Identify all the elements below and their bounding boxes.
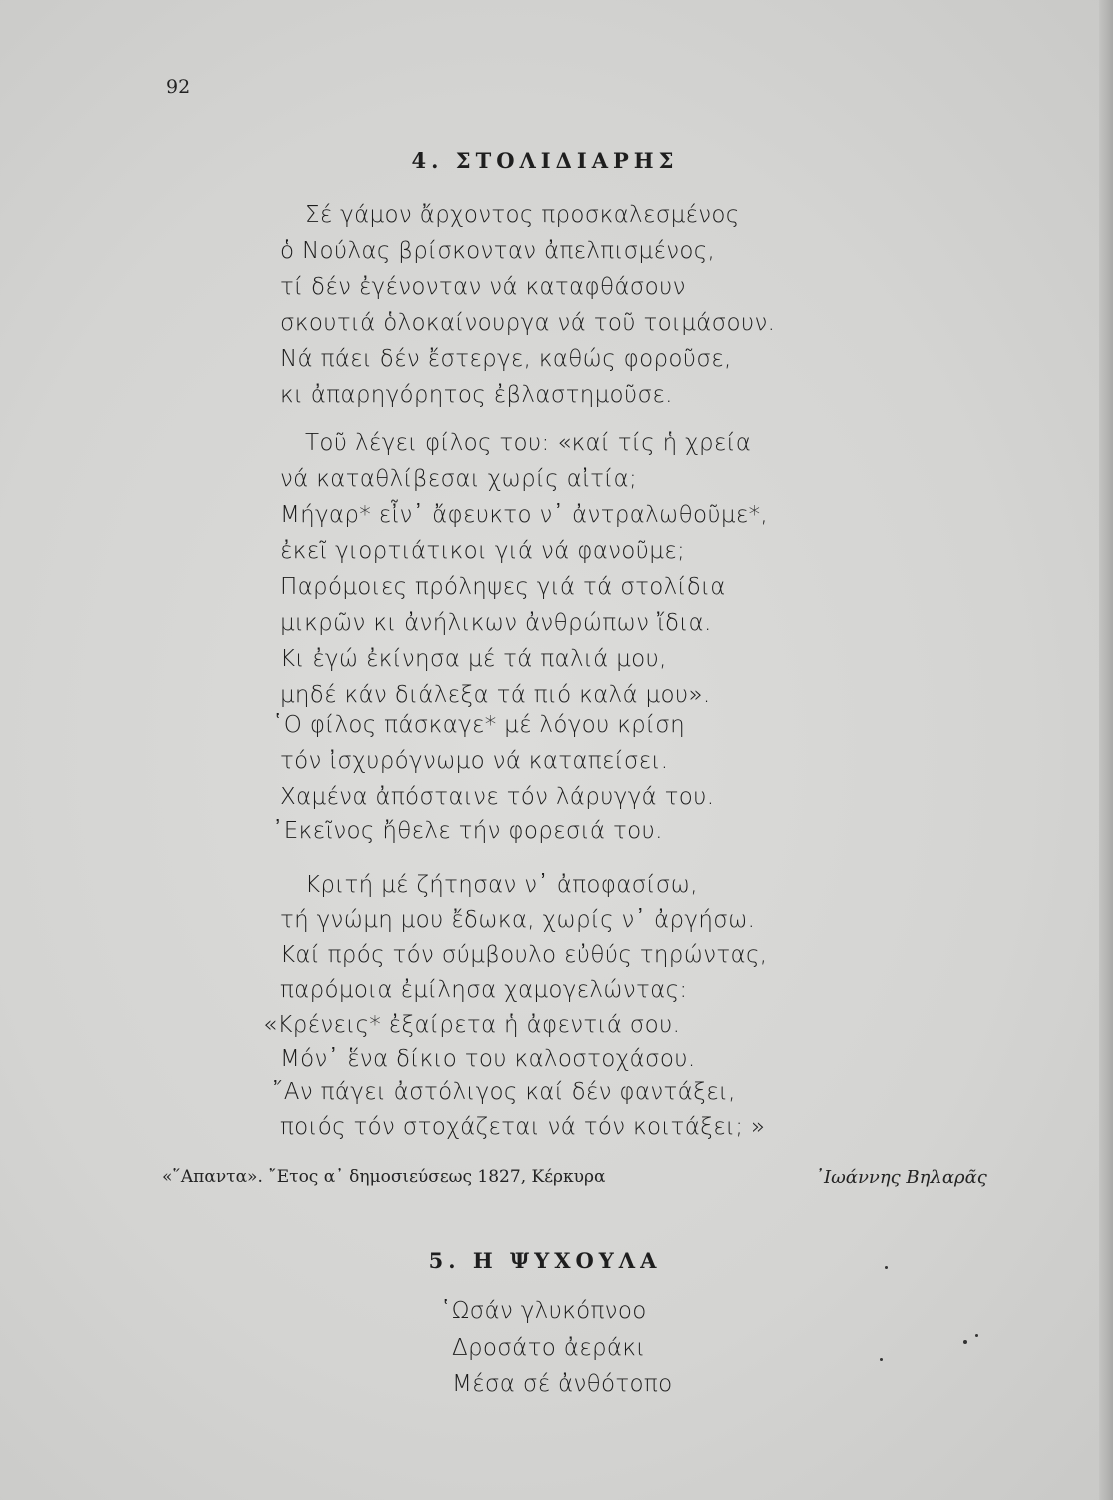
- verse-line: ἐκεῖ γιορτιάτικοι γιά νά φανοῦμε;: [280, 538, 685, 564]
- verse-line: σκουτιά ὁλοκαίνουργα νά τοῦ τοιμάσουν.: [280, 310, 776, 336]
- verse-line: ῎Αν πάγει ἀστόλιγος καί δέν φαντάξει,: [272, 1079, 736, 1105]
- verse-line: ῾Ωσάν γλυκόπνοο: [440, 1298, 647, 1324]
- verse-line: Παρόμοιες πρόληψες γιά τά στολίδια: [280, 574, 726, 600]
- verse-line: Νά πάει δέν ἔστεργε, καθώς φοροῦσε,: [280, 346, 732, 372]
- verse-line: Κριτή μέ ζήτησαν ν᾿ ἀποφασίσω,: [305, 872, 698, 898]
- verse-line: ᾿Εκεῖνος ἤθελε τήν φορεσιά του.: [272, 818, 663, 844]
- verse-line: Τοῦ λέγει φίλος του: «καί τίς ἡ χρεία: [305, 430, 752, 456]
- poem-title: 5. Η ΨΥΧΟΥΛΑ: [428, 1248, 662, 1273]
- verse-line: Δροσάτο ἀεράκι: [452, 1335, 646, 1361]
- verse-line: ὁ Νούλας βρίσκονταν ἀπελπισμένος,: [280, 238, 716, 264]
- page-number: 92: [166, 76, 191, 98]
- verse-line: τή γνώμη μου ἔδωκα, χωρίς ν᾿ ἀργήσω.: [280, 907, 756, 933]
- verse-line: παρόμοια ἐμίλησα χαμογελώντας:: [280, 977, 688, 1003]
- verse-line: Μήγαρ* εἶν᾿ ἄφευκτο ν᾿ ἀντραλωθοῦμε*,: [280, 502, 769, 528]
- verse-line: νά καταθλίβεσαι χωρίς αἰτία;: [280, 466, 637, 492]
- poem-title: 4. ΣΤΟΛΙΔΙΑΡΗΣ: [411, 148, 679, 173]
- verse-line: Σέ γάμον ἄρχοντος προσκαλεσμένος: [305, 202, 740, 228]
- verse-line: ῾Ο φίλος πάσκαγε* μέ λόγου κρίση: [272, 712, 686, 738]
- verse-line: Καί πρός τόν σύμβουλο εὐθύς τηρώντας,: [280, 942, 768, 968]
- verse-line: τί δέν ἐγένονταν νά καταφθάσουν: [280, 274, 686, 300]
- author-name: ᾿Ιωάννης Βηλαρᾶς: [815, 1167, 987, 1188]
- verse-line: Μόν᾿ ἕνα δίκιο του καλοστοχάσου.: [280, 1046, 696, 1072]
- verse-line: «Κρένεις* ἐξαίρετα ἡ ἀφεντιά σου.: [263, 1012, 681, 1038]
- source-citation: «῞Απαντα». ῎Ετος α᾿ δημοσιεύσεως 1827, Κέρκυρα: [162, 1167, 606, 1187]
- verse-line: κι ἀπαρηγόρητος ἐβλαστημοῦσε.: [280, 382, 673, 408]
- verse-line: Κι ἐγώ ἐκίνησα μέ τά παλιά μου,: [280, 646, 667, 672]
- verse-line: Χαμένα ἀπόσταινε τόν λάρυγγά του.: [280, 784, 715, 810]
- verse-line: ποιός τόν στοχάζεται νά τόν κοιτάξει; »: [280, 1114, 766, 1140]
- verse-line: μικρῶν κι ἀνήλικων ἀνθρώπων ἴδια.: [280, 610, 712, 636]
- verse-line: μηδέ κάν διάλεξα τά πιό καλά μου».: [280, 682, 711, 708]
- verse-line: Μέσα σέ ἀνθότοπο: [452, 1371, 673, 1397]
- page-edge-shadow: [1099, 0, 1113, 1500]
- verse-line: τόν ἰσχυρόγνωμο νά καταπείσει.: [280, 748, 669, 774]
